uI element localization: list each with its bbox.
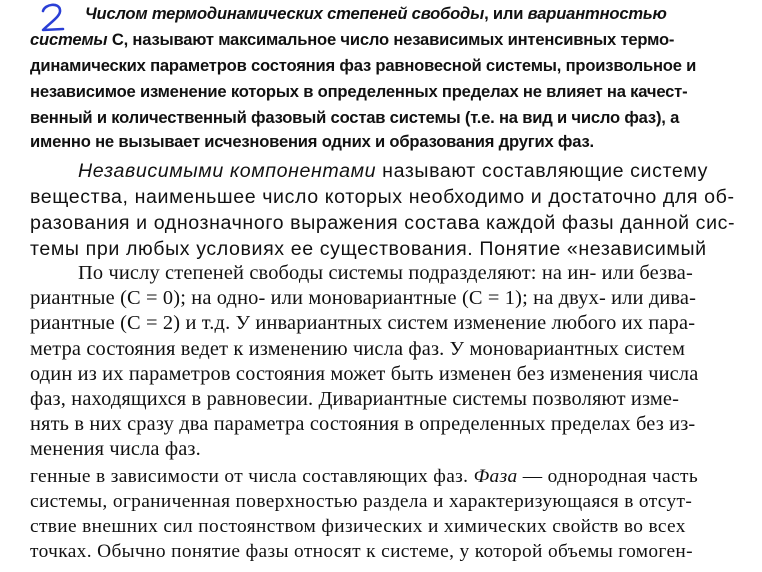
text-line: менения числа фаз. bbox=[30, 438, 201, 460]
text-line: точках. Обычно понятие фазы относят к системе, у которой объемы гомоген- bbox=[30, 541, 693, 562]
text-line: независимое изменение которых в определенных пределах не влияет на качест- bbox=[30, 82, 688, 101]
text-line: По числу степеней свободы системы подразделяют: на ин- или безва- bbox=[78, 262, 693, 284]
paragraph-independent-components bbox=[30, 158, 762, 262]
text-line: динамических параметров состояния фаз равновесной системы, произвольное и bbox=[30, 56, 697, 75]
text-line: нять в них сразу два параметра состояния в определенных пределах без из- bbox=[30, 413, 696, 435]
text-line: разования и однозначного выражения состава каждой фазы данной сис- bbox=[30, 212, 736, 234]
paragraph-phase-definition bbox=[30, 466, 762, 572]
text-line: системы С, называют максимальное число независимых интенсивных термо- bbox=[30, 30, 675, 49]
paragraph-variance-classification bbox=[30, 262, 762, 462]
paragraph-degrees-of-freedom-definition bbox=[30, 0, 762, 158]
text-line: Независимыми компонентами называют составляющие систему bbox=[78, 160, 709, 182]
text-line: один из их параметров состояния может быть изменен без изменения числа bbox=[30, 363, 699, 385]
text-line: именно не вызывает исчезновения одних и образования других фаз. bbox=[30, 132, 594, 151]
text-line: венный и количественный фазовый состав системы (т.е. на вид и число фаз), а bbox=[30, 108, 680, 127]
text-line: фаз, находящихся в равновесии. Дивариантные системы позволяют изме- bbox=[30, 388, 680, 410]
text-line: метра состояния ведет к изменению числа фаз. У моновариантных систем bbox=[30, 338, 686, 360]
text-line: Числом термодинамических степеней свободы, или вариантностью bbox=[85, 4, 667, 23]
text-line: риантные (С = 0); на одно- или моновариантные (С = 1); на двух- или дива- bbox=[30, 287, 697, 309]
text-line: генные в зависимости от числа составляющих фаз. Фаза — однородная часть bbox=[30, 466, 699, 487]
text-line: риантные (С = 2) и т.д. У инвариантных систем изменение любого их пара- bbox=[30, 312, 696, 334]
text-line: системы, ограниченная поверхностью раздела и характеризующаяся в отсут- bbox=[30, 491, 693, 512]
text-line: ствие внешних сил постоянством физических и химических свойств во всех bbox=[30, 516, 686, 537]
text-line: вещества, наименьшее число которых необходимо и достаточно для об- bbox=[30, 186, 735, 208]
text-line: темы при любых условиях ее существования. Понятие «независимый bbox=[30, 238, 707, 260]
